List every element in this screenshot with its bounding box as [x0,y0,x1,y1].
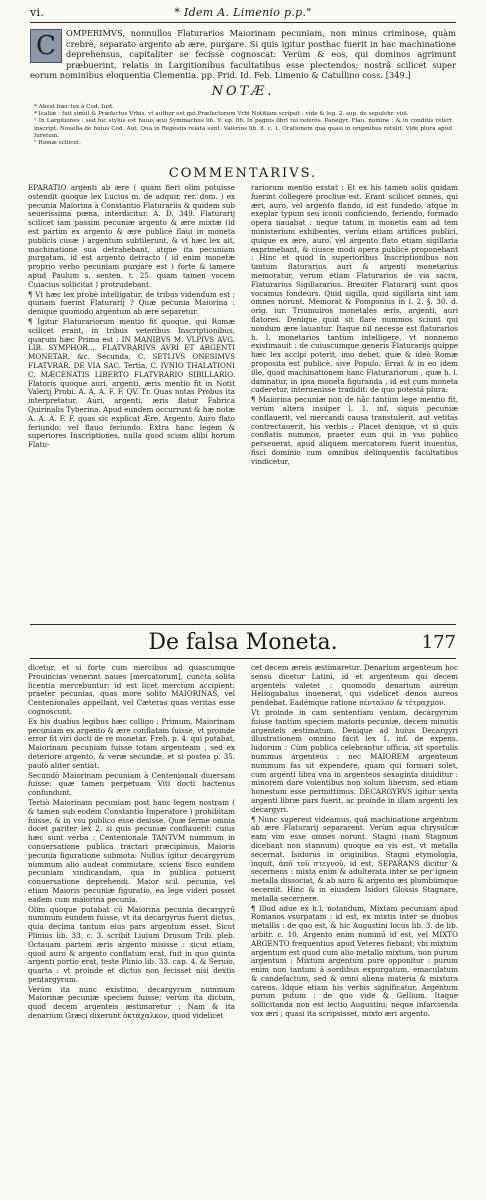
paragraph: Verùm ita nunc existimo, decargyrum nummum Maiorinæ pecuniæ speciem fuisse; verùm ita dictum, quod decem argenteis æstimaretur : Nam & ita denarium Græci dixerunt ὀκτάχαλκον, quod videlicet [28,984,235,1021]
note-item: " In Largitiones : sed hic stylus est huius æui Symmachus lib. 9. ep. 86. In pagnis libri tui referos. Panegyr. Flau. nomine : & in conditis refert inscript. Nouella de huius Cod. Aut. Qua in Regestis relata sunt. Valerius lib. 8. c. 1. Orationem qua quasi in originibus retulit. Vide plura apud Iuretum. [34,118,452,139]
paragraph: EPARATIO argenti ab ære ( quam fieri olim potuisse ostendit quoque lex Lucius m. de adquir. rer. dom. ) ex pecunia Maiorina à Constantio Flaturariis & quidem sub seuerissima pœna, interdicitur. A. D. 349. Flaturarij scilicet iam passim pecuniæ argento & ære mixtæ (id est partim ex argento & ære publicè flaui in moneta publicis cusæ ) argentum subtilerunt, & vt hæc lex ait, machinatione sua detrahebant, atque ita pecuniam purgatam, id est argento detracto ( id enim monetæ proprio verbo pecuniam purgare est ) forte & iamere apud Paulum s. senten. t. 25. quam tamen vocem Cuiacius sollicitat ) protrudebant. [28,183,235,289]
decree-block [30,28,456,81]
paragraph: ¶ Maiorina pecuniæ non de hâc tantùm lege mentio fit, verùm altera insuper l. 1. inf. siquis pecuniæ conflauerit, vel mercandi causa transtulerit, aut vetitas contrectauerit, his verbis : Placet denique, vt si quis conflatis nummos, praeter eum qui in vsu publico perseuerat, apud aliquem mercatorem fuerit inuentus, fisci dominio cum omnibus delinquentis facultatibus vindicetur, [251,395,458,466]
page-number-right: 177 [421,632,456,653]
paragraph: rariorum mentio exstat : Et ex his tamen solis quidam fuerint collegere procliue est. Erant scilicet omnes, qui æri, auro, vel argento flando, id est fundedo, atque in exeplar typum seu iconii conficiendo, feriendo, formado opera nauabat : neque tatum in monetis eam ad tem ministerium exhibentes, verùm etiam artifices publici, quique ex ære, auro, vel argento flato etiam sigillaria exprimebant, & ciusce modi opera publicè proponebant : Hinc et quod in superioribus Inscriptionibus non tantum flaturarius auri & argenti monetarius memoratur, verum etiam Flaturarius de via sacra, Flaturarius Sigillararius. Breuiter Flaturarij sunt quos vocamus fondeurs. Quid sigilla, quid sigillaria sint iam omnes norunt. Memorat & Pomponius in l. 2. §. 30. d. orig. iur. Triumuiros monetales æris, argenti, auri flatores. Denique quid sit flare nummos sciunt qui nondum ære lauantur. Itaque nil necesse est flaturarios h. l. monetarios tantùm intelligere, vt nonnemo existimauit : de cuiuscumque generis Flaturarijs quippe hæc lex accipi poterit, imo debet, quæ & ideò Romæ proposita est publicè, sive Populo. Errat & in eo idem ille, quod machinationem hanc Flaturariorum , quæ h. l. damnatur, in ipsa moneta figuranda , id est cum moneta cuderetur, interuenisse tradidit: de quo potestâ plura. [251,183,458,395]
bottom-left-column [28,664,235,1022]
note-item: " Romæ scilicet. [34,140,81,147]
decorated-initial: C [30,29,62,63]
page-number-left: vi. [30,6,45,19]
section-heading [30,630,456,656]
section-title: De falsa Moneta. [148,630,338,655]
commentary-right-column [251,184,458,468]
paragraph: ¶ Vt hæc lex probè intelligatur, de tribus videndum est ; quinam fuerint Flaturarij ? Quæ pecunia Maiorina : denique quomodo argentum ab ære separetur. [28,289,235,317]
commentary-left-column [28,184,235,451]
notes-block [34,104,452,147]
paragraph: ¶ Igitur Flaturariorum mentio fit quoque, qui Romæ scilicet erant, in tribus veteribus Inscriptionibus, quarum hæc Prima est : IN MANIBVS M. VLPIVS AVG. LIB. SYMPHOR.... FLATVRARIVS AVRI ET ARGENTI MONETAR. &c. Secunda, C. SETLIVS ONESIMVS FLATVRAR. DE VIA SAC. Tertia, C. IVNIO THALATIONI C. MÆCENATIS LIBERTO FLATVRARIO SIBILLARIO. Flatoris quoque auri, argenti, æris mentio fit in Notit Valerij Probi. A. A. A. F. F. QV. Tr. Quas notas Probus ita interpretatur, Auri, argenti, æris flatur Fabrica Quirinalis Tyberina. Apud eundem occurrunt & hæ notæ A. A. A. F. F. quas sic explicat Ære, Argento, Auro flato feriundo: vel flauo feriundo. Extra hanc legem & superiores Inscriptiones, nulla quod sciam alibi horum Flatu- [28,316,236,450]
notae-title: NOTÆ. [211,84,275,99]
paragraph: cet decem æreis æstimaretur. Denarium argenteum hoc sensu dicetur Latini, id et argenteum qui decem argenteis valetet : quomodo denarium aureum Heliogabalus inuenerat, qui videlicet denos aureos pendebat. Eadémque ratione πένταλον & τέτραχμον. [251,663,458,708]
paragraph: ¶ Illud adue ex h.l. notandum, Mixtam pecuniam apud Romanos vsurpatam : id est, ex mixtis inter se duobus metallis : de quo est, & hic Augustini locus lib. 3. de lib. arbitr. c. 10. Argento enim nummū id est, vel MIXTO ARGENTO frequentius apud Veteres fiebant; vbi mixtum argentum est quod cum alio metallo mixtum, non purum argentum : Mixtum argentum pure opponitur : purum enim non tantum à sordibus expurgatum, emaculatum & candefactum, sed & omni aliena materia & mixtura carens. Idque etiam his verbis significatur, Argentum purum putum : de quo vide & Gellium. Itaque sollicitanda non est lectio Augustini; neque infarcienda vox æri ; quasi ita scripsisset, mixto æri argento. [251,903,458,1019]
paragraph: ¶ Nunc superest videamus, quâ machinatione argentum ab ære Flaturarij separarent. Verùm aqua chrysulcæ eam vim esse omnes norunt. Stagni (nam Stagnum dicebant non stannum) quoque ea vis est, vt metalla secernat. Isidorus in originibus. Stagni etymologia, inquit, ἀπὸ τοῦ στεγνοῦ, id est, SEPARANS dicitur & secernens : mixta enim & adulterata inter se per ignem metalla dissociat, & ab auro & argento æs plumbùmque secernit. Hinc & in eiusdem Isidori Glossis Stagnare, metalla secernere. [251,814,458,903]
paragraph: Secundò Maiorinam pecuniam à Centenionali diuersam fuisse: quæ tamen perpetuam Viti docti hactenus confundunt. [28,770,235,798]
section-rule [30,658,456,659]
note-item: * Icaliæ : fuit simul & Præfectus Vrbis, vt author est qui Præfectorum Vrbi Notitiam scripsit : vide & leg. 2. sup. de sepulchr. viol. [34,111,409,118]
paragraph: Tertiò Maiorinam pecuniam post hanc legem nostram ( & tamen sub eodem Constantio Imperatore ) prohibitam fuisse, & in vsu publico esse desisse. Quæ ferme omnia docet pariter lex 2. si quis pecuniæ conflauerit: cuius hæc sunt verba : Centenionale TANTVM nummum in conuersatione publica tractari præcipimus, Maioris pecunia figuratione submota: Nullus igitur decargyrum nummum alio audeat commutare, sciens fisco eundem pecuniam vindicandam, qua in publica potuerit conuersatione deprehendi. Maior scil. pecunia, vel etiam Maioris pecuniæ figuratio, ea lege videri posset eadem cum maiorina pecunia. [28,797,235,904]
commentarius-title: COMMENTARIVS. [168,166,318,181]
paragraph: dicetur, et si forte cum mercibus ad quascumque Prouincias venerint naues [mercatorum], cuncta solita licentia mercebuntur: id est licet mercium accipient: praeter pecunias, quas more solito MAIORINAS, vel Centenionales appellant, vel Cæteras quas veritas esse cognoscunt. [28,663,235,716]
note-item: * Abest hæc lex à Cod. Iust. [34,104,115,110]
running-head-text: * Idem A. Limenio p.p." [174,6,312,19]
paragraph: Vt proinde in cam sententiam veniam, decargyrum fuisse tantùm speciem maioris pecuniæ, decem minutis argenteis æstimatum. Denique ad huius Decargyri illustrationem omnino facit lex 1. inf. de expens. ludorum : Cùm publica celebrantur officia, sit sportulis nummus argenteus : nec MAIOREM argenteum nummum fas sit expendere, quam qui formari solet, cum argenti libra vna in argenteos sexaginta diuiditur : minorem dare volentibus non solum liberum, sed etiam honestum esse permittimus. DECARGYRVS igitur sexta argenti libræ pars fuerit, ac proinde in illam argenti lex decargyri. [251,707,458,814]
page-break-rule [30,624,456,625]
head-rule [30,22,456,23]
bottom-right-column [251,664,458,1020]
running-head [30,6,456,22]
paragraph: Olim quoque putabat cū Maiorina pecunia decargyrū nummum eundem fuisse, vt ita decargyrus fuerit dictus, quia decima tantum eius pars argentum esset. Sicut Plinius lib. 33. c. 3. scribit Liuium Drusum Trib. pleb. Octauam partem æris argento misisse : sicut etiam, quod auro & argento conflatum erat, fuit in quo quinta argenti portio erat, teste Plinio lib. 33. cap. 4. & Seruio, quarta : vt proinde et dictus non fecisset nisi dextis pentargyrum. [28,904,235,984]
paragraph: Ex his duabus legibus hæc colligo : Primum, Maiorinam pecuniam ex argento & ære conflatam fuisse, vt proinde error fit viri docti de re monetar. Freh. p. 4. qui putabat, Maiorinam pecuniam fuisse totam argenteam , sed ex deteriore argento, & veræ secundæ, et si postea p. 35. paulò aliter sentiat. [28,716,235,770]
decree-text: OMPERIMVS, nonnullos Flaturarios Maiorinam pecuniam, non minus criminose, quàm crebrè, separato argento ab ære, purgare. Si quis igitur posthac fuerit in hac machinatione deprehensus, capitaliter se fecisse cognoscat: Verùm & eos, qui dominos agrimunt præbuerint, relatis in Largitionibus facultatibus esse plectendos; nostrâ scilicet super eorum nominibus eloquentia Clementia. pp. Prid. Id. Feb. Limenio & Catullino coss. [349.] [30,28,456,80]
